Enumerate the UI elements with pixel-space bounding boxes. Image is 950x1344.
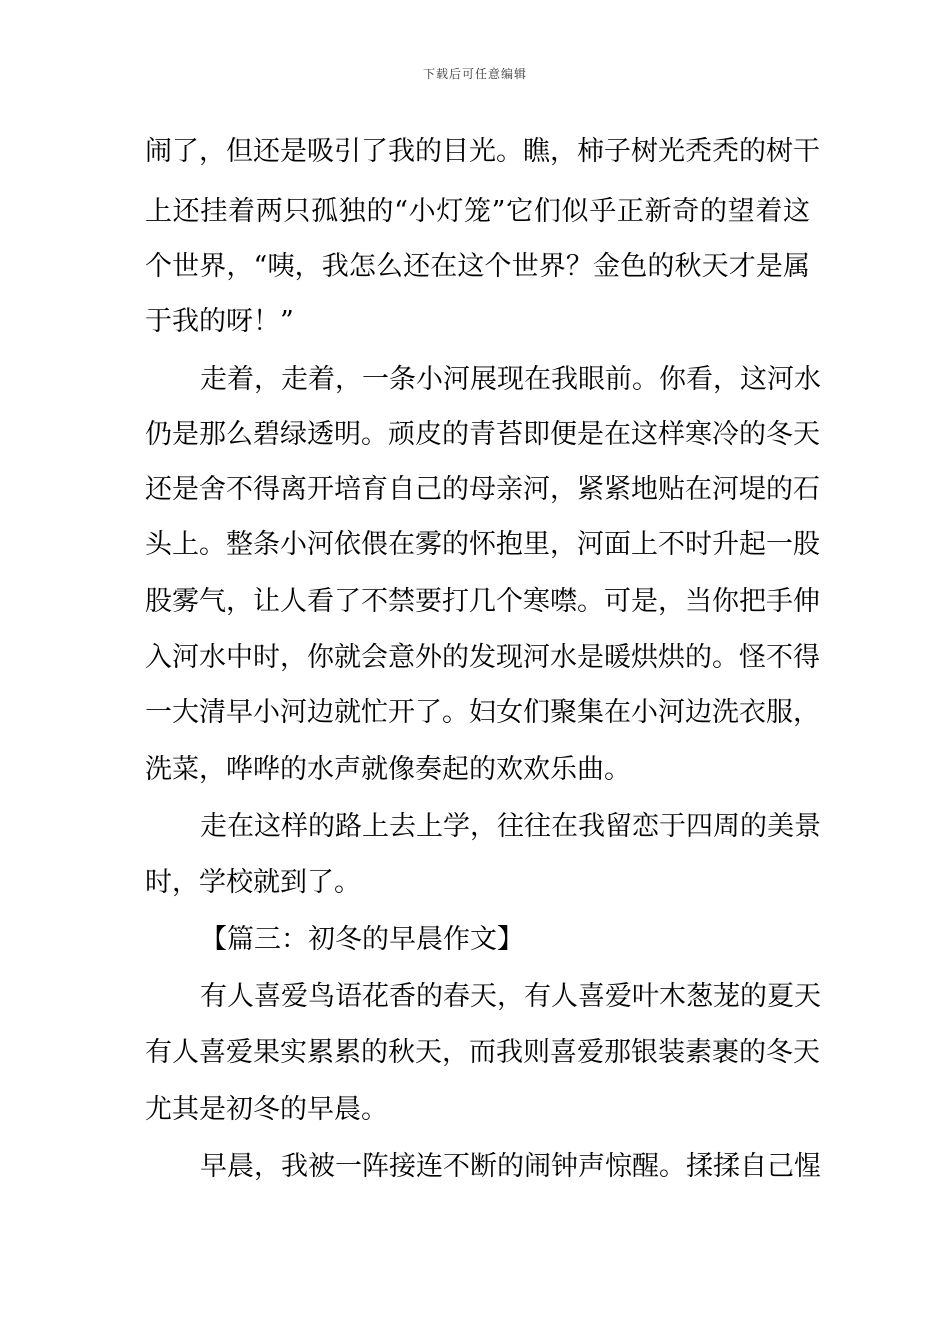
text-line: 股雾气，让人看了不禁要打几个寒噤。可是，当你把手伸 <box>145 586 820 617</box>
text-line: 洗菜，哗哗的水声就像奏起的欢欢乐曲。 <box>145 754 631 785</box>
text-line: 个世界，“咦，我怎么还在这个世界？金色的秋天才是属 <box>145 251 810 282</box>
text-line: 一大清早小河边就忙开了。妇女们聚集在小河边洗衣服， <box>145 697 820 728</box>
text-line: 有人喜爱果实累累的秋天，而我则喜爱那银装素裹的冬天 <box>145 1037 820 1068</box>
paragraph-first-line: 有人喜爱鸟语花香的春天，有人喜爱叶木葱茏的夏天 <box>200 981 821 1012</box>
paragraph-first-line: 走着，走着，一条小河展现在我眼前。你看，这河水 <box>200 364 821 395</box>
page-header: 下载后可任意编辑 <box>422 67 527 81</box>
text-line: 闹了，但还是吸引了我的目光。瞧，柿子树光秃秃的树干 <box>145 136 820 167</box>
text-line: 于我的呀！” <box>145 306 294 337</box>
text-line: 尤其是初冬的早晨。 <box>145 1094 388 1125</box>
section-heading: 【篇三：初冬的早晨作文】 <box>200 924 524 955</box>
paragraph-first-line: 早晨，我被一阵接连不断的闹钟声惊醒。揉揉自己惺 <box>200 1151 821 1182</box>
text-line: 头上。整条小河依偎在雾的怀抱里，河面上不时升起一股 <box>145 529 820 560</box>
text-line: 入河水中时，你就会意外的发现河水是暖烘烘的。怪不得 <box>145 642 820 673</box>
text-line: 时，学校就到了。 <box>145 867 361 898</box>
text-line: 仍是那么碧绿透明。顽皮的青苔即便是在这样寒冷的冬天 <box>145 419 820 450</box>
text-line: 还是舍不得离开培育自己的母亲河，紧紧地贴在河堤的石 <box>145 474 820 505</box>
paragraph-first-line: 走在这样的路上去上学，往往在我留恋于四周的美景 <box>200 811 821 842</box>
text-line: 上还挂着两只孤独的“小灯笼”它们似乎正新奇的望着这 <box>145 196 810 227</box>
